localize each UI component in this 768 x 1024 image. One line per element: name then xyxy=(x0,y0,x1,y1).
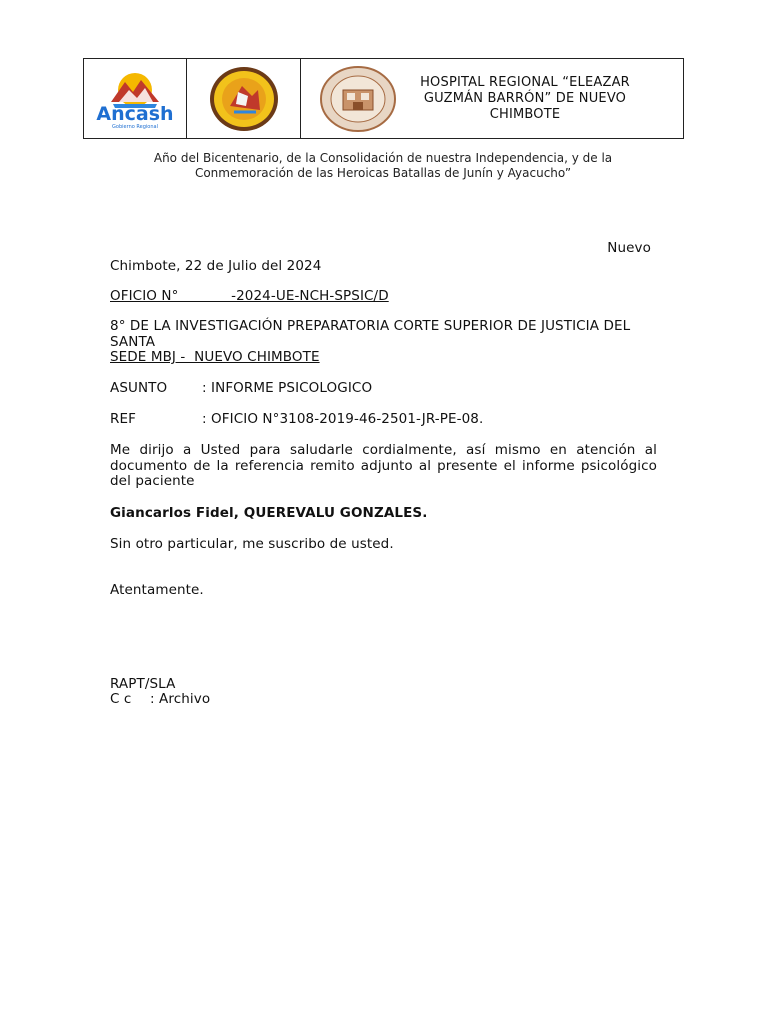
cc-label: C c xyxy=(110,691,132,707)
recipient-line-2-text: SEDE MBJ - NUEVO CHIMBOTE xyxy=(110,349,320,365)
farewell: Atentamente. xyxy=(110,582,204,598)
recipient-line-1: 8° DE LA INVESTIGACIÓN PREPARATORIA CORTE SUPERIOR DE JUSTICIA DEL SANTA xyxy=(110,318,631,350)
cc-value: : Archivo xyxy=(150,691,211,707)
asunto-label: ASUNTO xyxy=(110,380,168,396)
oficio-number-text: OFICIO N° -2024-UE-NCH-SPSIC/D xyxy=(110,288,389,304)
ref-value: : OFICIO N°3108-2019-46-2501-JR-PE-08. xyxy=(202,411,484,427)
initials: RAPT/SLA xyxy=(110,676,176,692)
diresa-logo-cell xyxy=(187,59,301,138)
year-motto: Año del Bicentenario, de la Consolidación de nuestra Independencia, y de la Conmemoración de las Heroicas Batallas de Junín y Ayacucho” xyxy=(153,151,613,180)
ref-label: REF xyxy=(110,411,136,427)
ancash-logo xyxy=(89,68,181,130)
closing-line: Sin otro particular, me suscribo de usted. xyxy=(110,536,394,552)
ref-row xyxy=(110,412,657,428)
hospital-title: HOSPITAL REGIONAL “ELEAZAR GUZMÁN BARRÓN” DE NUEVO CHIMBOTE xyxy=(420,74,630,122)
asunto-row xyxy=(110,381,657,397)
ancash-logo-cell xyxy=(84,59,187,138)
diresa-seal-icon xyxy=(208,66,280,132)
recipient-line-2 xyxy=(110,350,657,366)
date-line-1: Nuevo xyxy=(607,240,651,256)
letter-body: Me dirijo a Usted para saludarle cordialmente, así mismo en atención al documento de la referencia remito adjunto al presente el informe psicológico del paciente xyxy=(110,442,657,489)
ancash-logo-text: Ancash xyxy=(96,102,174,125)
hospital-seal-icon xyxy=(319,66,397,132)
ancash-logo-subtext: Gobierno Regional xyxy=(112,123,158,130)
cc-row xyxy=(110,692,657,708)
date-line-2: Chimbote, 22 de Julio del 2024 xyxy=(110,258,322,274)
oficio-number xyxy=(110,289,657,305)
asunto-value: : INFORME PSICOLOGICO xyxy=(202,380,373,396)
hospital-cell xyxy=(301,59,683,138)
patient-name: Giancarlos Fidel, QUEREVALU GONZALES. xyxy=(110,505,428,521)
letterhead-table xyxy=(83,58,684,139)
